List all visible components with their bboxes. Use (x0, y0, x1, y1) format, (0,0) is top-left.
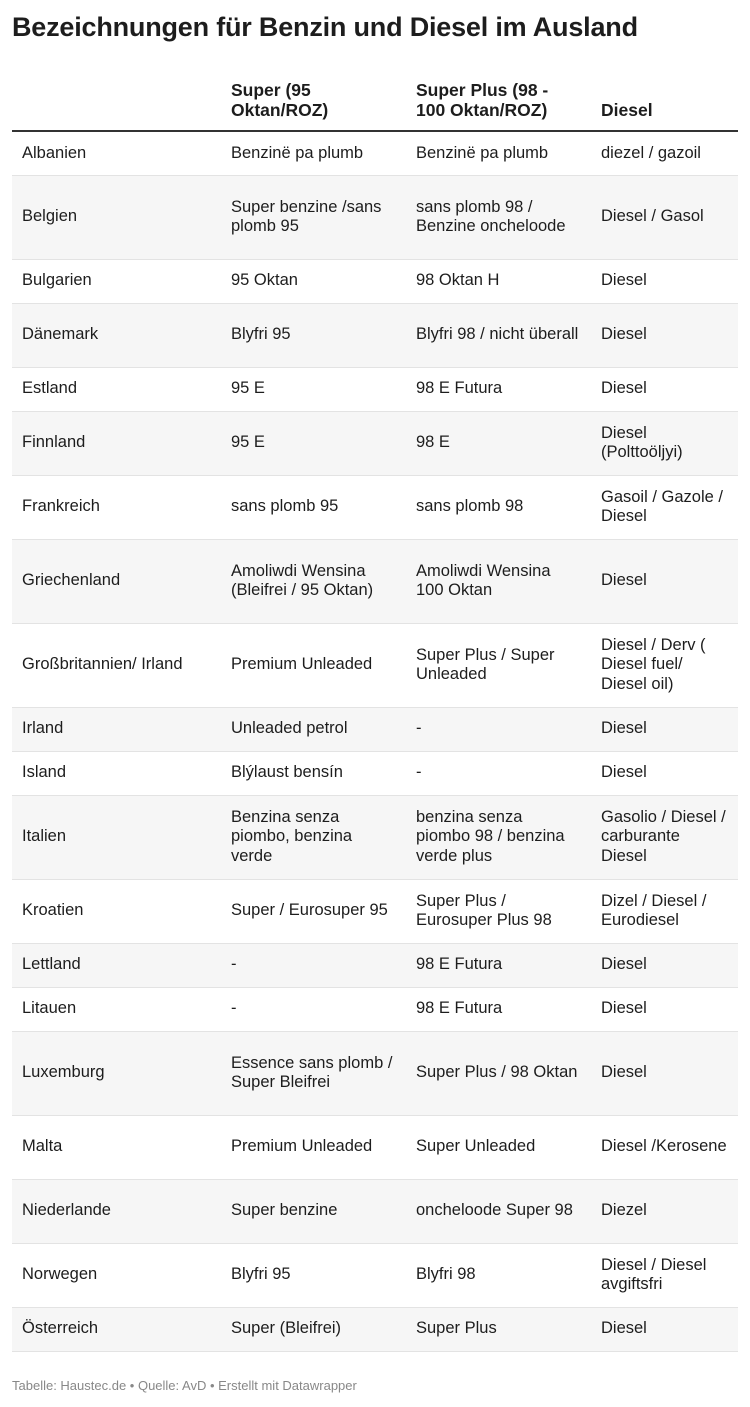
table-header (12, 68, 738, 131)
diesel-cell: Diesel (591, 751, 738, 795)
table-row (12, 623, 738, 707)
table-row (12, 879, 738, 943)
super-plus-cell: - (406, 751, 591, 795)
super-plus-cell: 98 Oktan H (406, 259, 591, 303)
fuel-names-table-container (12, 68, 738, 1352)
fuel-names-table (12, 68, 738, 1352)
table-row (12, 175, 738, 259)
header-super-plus: Super Plus (98 - 100 Oktan/ROZ) (406, 68, 591, 131)
diesel-cell: Diesel (Polttoöljyi) (591, 411, 738, 475)
diesel-cell: Diesel (591, 259, 738, 303)
super-cell: Blyfri 95 (221, 303, 406, 367)
country-cell: Norwegen (12, 1243, 221, 1307)
super-plus-cell: Blyfri 98 (406, 1243, 591, 1307)
country-cell: Litauen (12, 987, 221, 1031)
super-plus-cell: Super Plus / Super Unleaded (406, 623, 591, 707)
country-cell: Bulgarien (12, 259, 221, 303)
super-plus-cell: Super Plus / 98 Oktan (406, 1031, 591, 1115)
table-row (12, 943, 738, 987)
super-cell: Super benzine /sans plomb 95 (221, 175, 406, 259)
table-row (12, 987, 738, 1031)
table-row (12, 259, 738, 303)
diesel-cell: Diesel (591, 367, 738, 411)
diesel-cell: Diesel /Kerosene (591, 1115, 738, 1179)
super-cell: Essence sans plomb / Super Bleifrei (221, 1031, 406, 1115)
country-cell: Irland (12, 707, 221, 751)
super-plus-cell: sans plomb 98 / Benzine oncheloode (406, 175, 591, 259)
diesel-cell: Diesel / Gasol (591, 175, 738, 259)
diesel-cell: diezel / gazoil (591, 131, 738, 175)
country-cell: Albanien (12, 131, 221, 175)
country-cell: Malta (12, 1115, 221, 1179)
table-row (12, 1243, 738, 1307)
super-plus-cell: 98 E (406, 411, 591, 475)
diesel-cell: Dizel / Diesel / Eurodiesel (591, 879, 738, 943)
super-cell: sans plomb 95 (221, 475, 406, 539)
super-cell: Unleaded petrol (221, 707, 406, 751)
table-row (12, 1115, 738, 1179)
diesel-cell: Diesel (591, 1307, 738, 1351)
table-row (12, 131, 738, 175)
country-cell: Griechenland (12, 539, 221, 623)
country-cell: Luxemburg (12, 1031, 221, 1115)
country-cell: Italien (12, 795, 221, 879)
super-plus-cell: sans plomb 98 (406, 475, 591, 539)
table-row (12, 795, 738, 879)
super-cell: Blýlaust bensín (221, 751, 406, 795)
country-cell: Großbritannien/ Irland (12, 623, 221, 707)
super-cell: Super (Bleifrei) (221, 1307, 406, 1351)
country-cell: Frankreich (12, 475, 221, 539)
table-row (12, 1307, 738, 1351)
table-row (12, 539, 738, 623)
super-cell: Blyfri 95 (221, 1243, 406, 1307)
table-row (12, 1031, 738, 1115)
super-plus-cell: benzina senza piombo 98 / benzina verde plus (406, 795, 591, 879)
super-plus-cell: Amoliwdi Wensina 100 Oktan (406, 539, 591, 623)
super-plus-cell: Super Unleaded (406, 1115, 591, 1179)
super-cell: Benzinë pa plumb (221, 131, 406, 175)
table-row (12, 303, 738, 367)
super-cell: Super benzine (221, 1179, 406, 1243)
page-title: Bezeichnungen für Benzin und Diesel im Ausland (12, 12, 638, 42)
country-cell: Belgien (12, 175, 221, 259)
header-super: Super (95 Oktan/ROZ) (221, 68, 406, 131)
super-cell: Super / Eurosuper 95 (221, 879, 406, 943)
diesel-cell: Diesel (591, 303, 738, 367)
super-cell: Premium Unleaded (221, 1115, 406, 1179)
super-cell: - (221, 987, 406, 1031)
super-plus-cell: 98 E Futura (406, 987, 591, 1031)
table-row (12, 367, 738, 411)
table-row (12, 707, 738, 751)
header-row (12, 68, 738, 131)
country-cell: Estland (12, 367, 221, 411)
super-cell: - (221, 943, 406, 987)
diesel-cell: Diesel / Diesel avgiftsfri (591, 1243, 738, 1307)
diesel-cell: Gasolio / Diesel / carburante Diesel (591, 795, 738, 879)
super-cell: Amoliwdi Wensina (Bleifrei / 95 Oktan) (221, 539, 406, 623)
super-plus-cell: 98 E Futura (406, 367, 591, 411)
diesel-cell: Gasoil / Gazole / Diesel (591, 475, 738, 539)
country-cell: Finnland (12, 411, 221, 475)
country-cell: Kroatien (12, 879, 221, 943)
super-cell: Benzina senza piombo, benzina verde (221, 795, 406, 879)
super-cell: 95 E (221, 367, 406, 411)
table-row (12, 1179, 738, 1243)
diesel-cell: Diesel / Derv ( Diesel fuel/ Diesel oil) (591, 623, 738, 707)
diesel-cell: Diesel (591, 943, 738, 987)
diesel-cell: Diezel (591, 1179, 738, 1243)
super-plus-cell: - (406, 707, 591, 751)
diesel-cell: Diesel (591, 987, 738, 1031)
diesel-cell: Diesel (591, 1031, 738, 1115)
super-cell: 95 Oktan (221, 259, 406, 303)
super-plus-cell: Benzinë pa plumb (406, 131, 591, 175)
super-cell: Premium Unleaded (221, 623, 406, 707)
super-plus-cell: Super Plus (406, 1307, 591, 1351)
super-plus-cell: oncheloode Super 98 (406, 1179, 591, 1243)
country-cell: Österreich (12, 1307, 221, 1351)
diesel-cell: Diesel (591, 707, 738, 751)
country-cell: Niederlande (12, 1179, 221, 1243)
header-country (12, 68, 221, 131)
super-plus-cell: Super Plus / Eurosuper Plus 98 (406, 879, 591, 943)
table-row (12, 751, 738, 795)
super-cell: 95 E (221, 411, 406, 475)
super-plus-cell: Blyfri 98 / nicht überall (406, 303, 591, 367)
country-cell: Lettland (12, 943, 221, 987)
table-row (12, 475, 738, 539)
super-plus-cell: 98 E Futura (406, 943, 591, 987)
header-diesel: Diesel (591, 68, 738, 131)
table-body (12, 131, 738, 1351)
diesel-cell: Diesel (591, 539, 738, 623)
source-footer: Tabelle: Haustec.de • Quelle: AvD • Erstellt mit Datawrapper (12, 1378, 357, 1393)
table-row (12, 411, 738, 475)
country-cell: Dänemark (12, 303, 221, 367)
country-cell: Island (12, 751, 221, 795)
